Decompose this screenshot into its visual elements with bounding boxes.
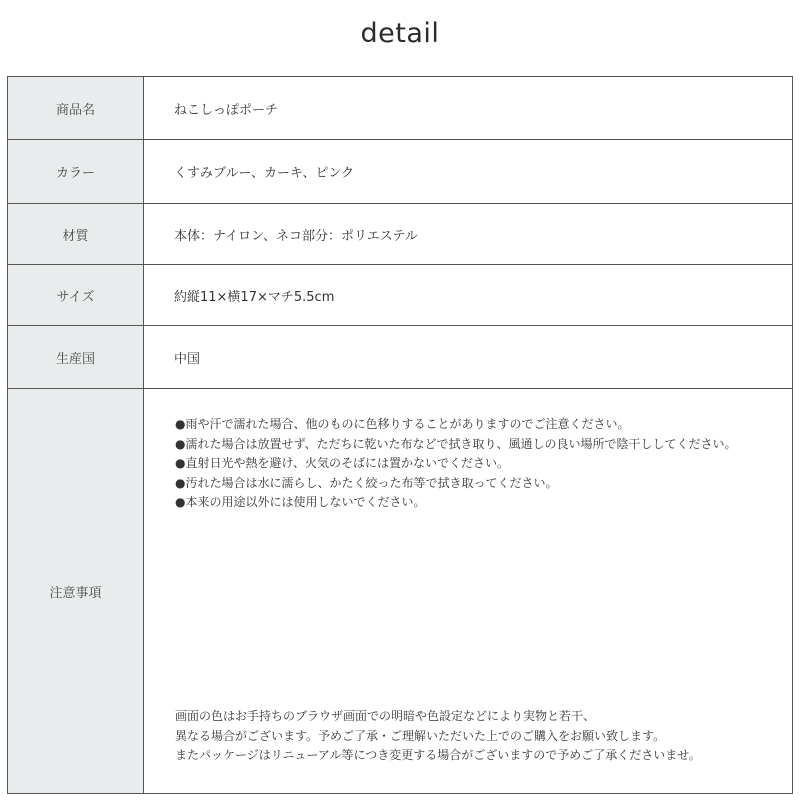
row-value: 約縦11×横17×マチ5.5cm xyxy=(174,289,335,305)
caution-notes xyxy=(175,415,737,513)
row-value: ねこしっぽポーチ xyxy=(174,102,279,118)
row-value: 中国 xyxy=(174,351,201,367)
row-label: サイズ xyxy=(8,265,144,325)
caution-note: ●本来の用途以外には使用しないでください。 xyxy=(175,495,426,509)
caution-note: ●濡れた場合は放置せず、ただちに乾いた布などで拭き取り、風通しの良い場所で陰干ししてください。 xyxy=(175,436,737,451)
table-row-color xyxy=(8,140,792,204)
disclaimer-line: またパッケージはリニューアル等につき変更する場合がございますので予めご了承くださいませ。 xyxy=(175,748,701,762)
row-label: 材質 xyxy=(8,204,144,264)
row-label: 生産国 xyxy=(8,326,144,388)
table-row-product-name xyxy=(8,77,792,140)
caution-note: ●汚れた場合は水に濡らし、かたく絞った布等で拭き取ってください。 xyxy=(175,475,558,490)
page-title: detail xyxy=(360,18,440,49)
caution-note: ●直射日光や熱を避け、火気のそばには置かないでください。 xyxy=(175,456,509,470)
table-row-material xyxy=(8,204,792,265)
row-value: くすみブルー、カーキ、ピンク xyxy=(174,166,355,181)
color-disclaimer xyxy=(175,707,701,766)
row-value: 本体：ナイロン、ネコ部分：ポリエステル xyxy=(174,228,418,244)
product-detail-table xyxy=(7,76,793,794)
table-row-country xyxy=(8,326,792,389)
row-label: カラー xyxy=(8,140,144,203)
table-row-size xyxy=(8,265,792,326)
disclaimer-line: 画面の色はお手持ちのブラウザ画面での明暗や色設定などにより実物と若干、 xyxy=(175,709,596,723)
row-label: 商品名 xyxy=(8,77,144,139)
disclaimer-line: 異なる場合がございます。予めご了承・ご理解いただいた上でのご購入をお願い致します。 xyxy=(175,728,666,743)
caution-note: ●雨や汗で濡れた場合、他のものに色移りすることがありますのでご注意ください。 xyxy=(175,417,630,431)
row-label: 注意事項 xyxy=(8,389,144,793)
